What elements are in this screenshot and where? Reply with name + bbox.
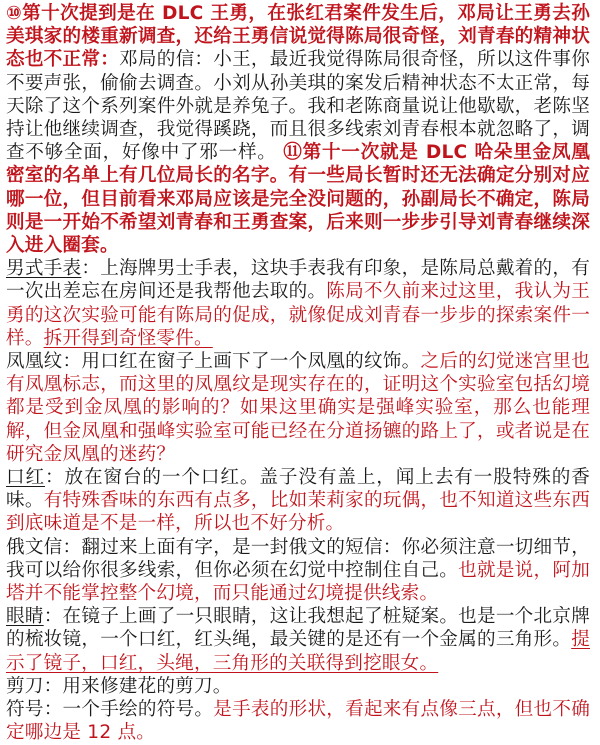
clue-russian-letter	[6, 536, 590, 606]
tenth-mention-text: 第十次提到是在 DLC 王勇，在张红君案件发生后，邓局让王勇去孙美琪家的楼重新调查，还给王勇信说觉得陈局很奇怪，刘青春的精神状态也不正常：	[6, 3, 590, 71]
clue-scissors	[6, 675, 590, 698]
clue-label-symbol: 符号	[6, 699, 44, 721]
clue-desc-russian-letter: ：翻过来上面有字，是一封俄文的短信：你必须注意一切细节，我可以给你很多线索，但你必须在幻觉中控制住自己。	[6, 536, 590, 581]
eleventh-mention-text: 第十一次就是 DLC 哈朵里金凤凰密室的名单上有几位局长的名字。有一些局长暂时还无法确定分别对应哪一位，但目前看来邓局应该是完全没问题的，孙副局长不确定，陈局则是一开始不希望刘青春和王勇查案，后来则一步步引导刘青春继续深入进入圈套。	[6, 142, 590, 257]
clue-symbol	[6, 698, 590, 744]
clue-desc-mens-watch: ：上海牌男士手表，这块手表我有印象，是陈局总戴着的，有一次出差忘在房间还是我帮他去取的。	[6, 258, 590, 303]
clue-underlined-note-eye: 提示了镜子，口红，头绳，三角形的关联得到挖眼女。	[6, 629, 590, 674]
clue-phoenix-pattern	[6, 350, 590, 466]
clue-desc-symbol: ：一个手绘的符号。	[43, 699, 214, 721]
clue-note-phoenix: 之后的幻觉迷宫里也有凤凰标志，而这里的凤凰纹是现实存在的，证明这个实验室包括幻境都是受到金凤凰的影响的？如果这里确实是强峰实验室，那么也能理解，但金凤凰和强峰实验室可能已经在分道扬镳的路上了，或者说是在研究金凤凰的迷药？	[6, 351, 590, 465]
clue-note-symbol: 是手表的形状，看起来有点像三点，但也不确定哪边是 12 点。	[6, 699, 590, 744]
clue-note-mens-watch: 陈局不久前来过这里，我认为王勇的这次实验可能有陈局的促成，就像促成刘青春一步步的探索案件一样。	[6, 281, 590, 349]
clue-label-lipstick: 口红	[6, 467, 45, 489]
circled-number-11: ⑪	[283, 142, 303, 164]
clue-desc-eye: ：在镜子上画了一只眼睛，这让我想起了桩疑案。也是一个北京牌的梳妆镜，一个口红，红头绳，最关键的是还有一个金属的三角形。	[6, 606, 590, 651]
clue-label-mens-watch: 男式手表	[6, 258, 82, 280]
circled-number-10: ⑩	[6, 3, 23, 24]
clue-desc-phoenix: ：用口红在窗子上画下了一个凤凰的纹饰。	[62, 351, 421, 373]
clue-eye	[6, 605, 590, 675]
clue-lipstick	[6, 466, 590, 536]
clue-note-lipstick: 有特殊香味的东西有点多，比如茉莉家的玩偶，也不知道这些东西到底味道是不是一样，所以也不好分析。	[6, 490, 590, 535]
clue-label-russian-letter: 俄文信	[6, 536, 63, 558]
clue-note-russian-letter: 也就是说，阿加塔并不能掌控整个幻境，而只能通过幻境提供线索。	[6, 559, 590, 605]
deng-letter-text: 邓局的信：小王，最近我觉得陈局很奇怪，所以这件事你不要声张，偷偷去调查。小刘从孙美琪的案发后精神状态不太正常，每天除了这个系列案件外就是养兔子。我和老陈商量说让他歇歇，老陈坚持让他继续调查，我觉得蹊跷，而且很多线索刘青春根本就忽略了，调查不够全面，好像中了邪一样。	[6, 49, 590, 164]
clue-label-eye: 眼睛	[6, 606, 44, 628]
clue-label-phoenix: 凤凰纹	[6, 351, 63, 373]
clue-desc-lipstick: ：放在窗台的一个口红。盖子没有盖上，闻上去有一股特殊的香味。	[6, 467, 590, 512]
clue-mens-watch	[6, 257, 590, 350]
clue-underlined-note-mens-watch: 拆开得到奇怪零件。	[43, 327, 213, 349]
clue-label-scissors: 剪刀	[6, 675, 44, 697]
paragraph-tenth-mention	[6, 2, 590, 257]
clue-desc-scissors: ：用来修建花的剪刀。	[43, 675, 232, 697]
